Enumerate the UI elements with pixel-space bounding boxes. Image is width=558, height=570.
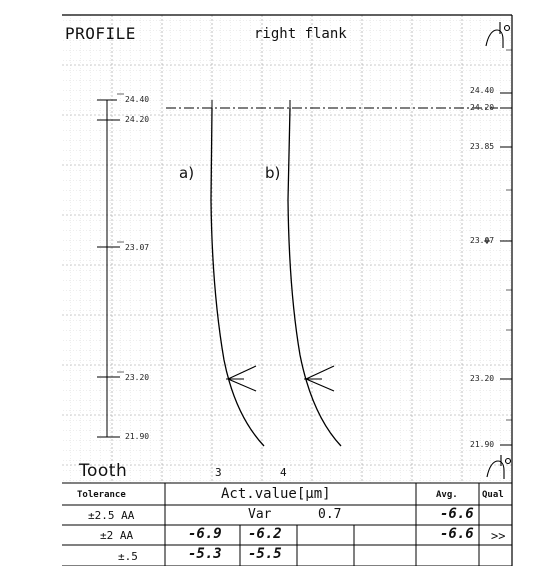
right-tick-label: 24.40	[470, 86, 495, 95]
flank-label: right flank	[254, 26, 347, 42]
tooth-4-value: -5.5	[248, 546, 282, 562]
avg-value: -6.6	[440, 526, 474, 542]
right-tick-label: 24.20	[470, 103, 495, 112]
tooth-3-value: -5.3	[188, 546, 222, 562]
tolerance-cell: ±.5	[118, 550, 138, 563]
right-tick-label: 21.90	[470, 440, 495, 449]
right-tick-label: 23.07	[470, 236, 495, 245]
curve-a-label: a)	[179, 164, 195, 182]
left-tick-label: 24.40	[125, 95, 150, 104]
page-title: PROFILE	[65, 24, 136, 43]
var-label: Var	[248, 507, 272, 522]
right-tick-label: 23.85	[470, 142, 495, 151]
var-value: 0.7	[318, 507, 342, 522]
tooth-number: 4	[280, 466, 287, 479]
tooth-label: Tooth	[79, 461, 128, 481]
left-tick-label: 23.20	[125, 373, 150, 382]
avg-value: -6.6	[440, 506, 474, 522]
tolerance-header: Tolerance	[77, 490, 126, 500]
left-tick-label: 24.20	[125, 115, 150, 124]
qual-header: Qual	[482, 490, 504, 500]
act-value-header: Act.value[µm]	[221, 486, 331, 502]
tolerance-cell: ±2.5 AA	[88, 509, 135, 522]
tooth-3-value: -6.9	[188, 526, 222, 542]
left-tick-label: 21.90	[125, 432, 150, 441]
curve-b-label: b)	[265, 164, 281, 182]
tooth-number: 3	[215, 466, 222, 479]
left-tick-label: 23.07	[125, 243, 150, 252]
tooth-4-value: -6.2	[248, 526, 282, 542]
avg-header: Avg.	[436, 490, 458, 500]
tolerance-cell: ±2 AA	[100, 529, 134, 542]
right-tick-label: 23.20	[470, 374, 495, 383]
quality-marker: >>	[491, 529, 506, 543]
